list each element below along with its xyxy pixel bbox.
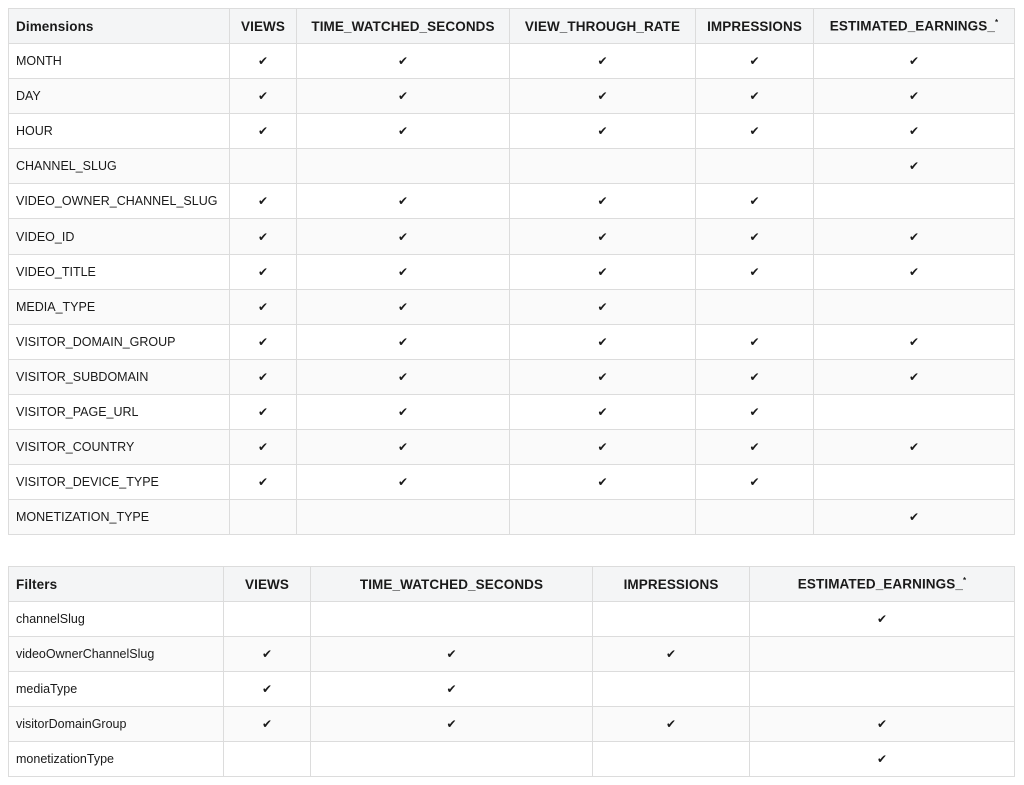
table-row	[9, 184, 1015, 219]
filters-body	[9, 602, 1015, 777]
filters-header-estimated-earnings	[750, 567, 1015, 602]
table-cell	[750, 672, 1015, 707]
table-cell	[510, 219, 696, 254]
table-row	[9, 219, 1015, 254]
checkmark-icon: ✔	[749, 229, 760, 244]
table-cell	[230, 219, 297, 254]
table-cell	[814, 394, 1015, 429]
table-cell	[814, 44, 1015, 79]
filters-header-views	[224, 567, 311, 602]
table-cell	[696, 324, 814, 359]
dimensions-row-label: VIDEO_ID	[9, 219, 230, 254]
dimensions-row-label: VISITOR_COUNTRY	[9, 430, 230, 465]
table-cell	[230, 324, 297, 359]
table-cell	[297, 324, 510, 359]
table-cell	[814, 289, 1015, 324]
table-cell	[297, 500, 510, 535]
checkmark-icon: ✔	[397, 299, 409, 314]
table-cell	[510, 359, 696, 394]
table-cell	[230, 254, 297, 289]
table-cell	[311, 602, 593, 637]
table-cell	[510, 394, 696, 429]
checkmark-icon: ✔	[261, 682, 273, 697]
dimensions-row-label: MONETIZATION_TYPE	[9, 500, 230, 535]
table-cell	[510, 254, 696, 289]
table-cell	[593, 637, 750, 672]
dimensions-header-label: ESTIMATED_EARNINGS_	[829, 18, 995, 34]
checkmark-icon: ✔	[749, 334, 760, 349]
table-cell	[696, 289, 814, 324]
table-row	[9, 707, 1015, 742]
table-cell	[297, 289, 510, 324]
checkmark-icon: ✔	[908, 264, 920, 279]
table-cell	[510, 79, 696, 114]
checkmark-icon: ✔	[876, 752, 888, 767]
table-cell	[814, 149, 1015, 184]
filters-row-label: channelSlug	[9, 602, 224, 637]
checkmark-icon: ✔	[597, 89, 608, 104]
checkmark-icon: ✔	[397, 334, 409, 349]
filters-header-row	[9, 567, 1015, 602]
table-cell	[230, 184, 297, 219]
table-cell	[750, 637, 1015, 672]
table-row	[9, 114, 1015, 149]
table-row	[9, 289, 1015, 324]
checkmark-icon: ✔	[876, 717, 888, 732]
filters-header-label: ESTIMATED_EARNINGS_	[797, 576, 963, 592]
table-cell	[224, 742, 311, 777]
table-cell	[696, 500, 814, 535]
table-cell	[510, 289, 696, 324]
checkmark-icon: ✔	[257, 369, 269, 384]
table-cell	[510, 114, 696, 149]
table-cell	[814, 465, 1015, 500]
checkmark-icon: ✔	[749, 404, 760, 419]
checkmark-icon: ✔	[257, 124, 269, 139]
dimensions-header-label: IMPRESSIONS	[707, 18, 802, 34]
checkmark-icon: ✔	[908, 159, 920, 174]
dimensions-row-label: HOUR	[9, 114, 230, 149]
table-cell	[297, 394, 510, 429]
table-cell	[224, 602, 311, 637]
filters-row-label: visitorDomainGroup	[9, 707, 224, 742]
checkmark-icon: ✔	[908, 89, 920, 104]
table-row	[9, 602, 1015, 637]
checkmark-icon: ✔	[261, 647, 273, 662]
dimensions-header-dimensions	[9, 9, 230, 44]
checkmark-icon: ✔	[257, 229, 269, 244]
checkmark-icon: ✔	[597, 404, 608, 419]
checkmark-icon: ✔	[446, 682, 457, 697]
dimensions-body	[9, 44, 1015, 535]
filters-table	[8, 566, 1015, 777]
checkmark-icon: ✔	[665, 717, 677, 732]
checkmark-icon: ✔	[397, 440, 409, 455]
table-cell	[814, 430, 1015, 465]
checkmark-icon: ✔	[597, 194, 608, 209]
dimensions-header-views	[230, 9, 297, 44]
checkmark-icon: ✔	[749, 194, 760, 209]
table-row	[9, 430, 1015, 465]
table-cell	[297, 465, 510, 500]
filters-header-time-watched-seconds	[311, 567, 593, 602]
table-cell	[297, 430, 510, 465]
table-row	[9, 44, 1015, 79]
table-row	[9, 324, 1015, 359]
dimensions-header-impressions	[696, 9, 814, 44]
dimensions-row-label: VISITOR_SUBDOMAIN	[9, 359, 230, 394]
checkmark-icon: ✔	[397, 369, 409, 384]
dimensions-row-label: MONTH	[9, 44, 230, 79]
checkmark-icon: ✔	[749, 440, 760, 455]
table-cell	[750, 742, 1015, 777]
table-cell	[510, 430, 696, 465]
table-row	[9, 254, 1015, 289]
checkmark-icon: ✔	[597, 124, 608, 139]
checkmark-icon: ✔	[908, 440, 920, 455]
table-cell	[593, 707, 750, 742]
table-cell	[696, 359, 814, 394]
table-cell	[230, 430, 297, 465]
table-row	[9, 149, 1015, 184]
filters-header-filters	[9, 567, 224, 602]
table-cell	[814, 219, 1015, 254]
checkmark-icon: ✔	[908, 369, 920, 384]
filters-header-label: TIME_WATCHED_SECONDS	[359, 576, 544, 592]
table-cell	[696, 44, 814, 79]
checkmark-icon: ✔	[397, 404, 409, 419]
checkmark-icon: ✔	[257, 299, 269, 314]
checkmark-icon: ✔	[397, 54, 409, 69]
table-cell	[230, 465, 297, 500]
table-cell	[814, 114, 1015, 149]
dimensions-row-label: VISITOR_PAGE_URL	[9, 394, 230, 429]
table-cell	[230, 500, 297, 535]
checkmark-icon: ✔	[257, 440, 269, 455]
checkmark-icon: ✔	[257, 89, 269, 104]
filters-row-label: videoOwnerChannelSlug	[9, 637, 224, 672]
dimensions-header-label: VIEWS	[240, 18, 285, 34]
checkmark-icon: ✔	[397, 475, 409, 490]
table-cell	[510, 465, 696, 500]
filters-row-label: monetizationType	[9, 742, 224, 777]
checkmark-icon: ✔	[397, 264, 409, 279]
checkmark-icon: ✔	[749, 369, 760, 384]
table-cell	[297, 219, 510, 254]
table-cell	[224, 637, 311, 672]
checkmark-icon: ✔	[749, 475, 760, 490]
table-cell	[230, 289, 297, 324]
checkmark-icon: ✔	[749, 264, 760, 279]
table-cell	[230, 44, 297, 79]
table-cell	[696, 394, 814, 429]
checkmark-icon: ✔	[397, 229, 409, 244]
dimensions-row-label: VISITOR_DOMAIN_GROUP	[9, 324, 230, 359]
dimensions-row-label: VISITOR_DEVICE_TYPE	[9, 465, 230, 500]
dimensions-row-label: CHANNEL_SLUG	[9, 149, 230, 184]
dimensions-row-label: VIDEO_OWNER_CHANNEL_SLUG	[9, 184, 230, 219]
filters-row-label: mediaType	[9, 672, 224, 707]
table-cell	[230, 394, 297, 429]
table-row	[9, 79, 1015, 114]
checkmark-icon: ✔	[597, 440, 608, 455]
table-cell	[297, 184, 510, 219]
checkmark-icon: ✔	[908, 510, 920, 525]
dimensions-header-row	[9, 9, 1015, 44]
table-cell	[224, 707, 311, 742]
table-cell	[297, 79, 510, 114]
table-cell	[230, 359, 297, 394]
checkmark-icon: ✔	[257, 194, 269, 209]
table-cell	[311, 672, 593, 707]
table-cell	[297, 44, 510, 79]
table-cell	[297, 149, 510, 184]
table-cell	[750, 707, 1015, 742]
dimensions-row-label: VIDEO_TITLE	[9, 254, 230, 289]
table-cell	[510, 184, 696, 219]
dimensions-header-label: VIEW_THROUGH_RATE	[524, 18, 681, 34]
table-cell	[696, 465, 814, 500]
checkmark-icon: ✔	[257, 404, 269, 419]
dimensions-row-label: DAY	[9, 79, 230, 114]
table-cell	[696, 79, 814, 114]
table-cell	[696, 184, 814, 219]
checkmark-icon: ✔	[665, 647, 677, 662]
filters-header-label: Filters	[16, 576, 58, 592]
filters-header-impressions	[593, 567, 750, 602]
table-cell	[297, 359, 510, 394]
table-cell	[230, 149, 297, 184]
table-cell	[311, 742, 593, 777]
checkmark-icon: ✔	[749, 54, 760, 69]
dimensions-header-estimated-earnings	[814, 9, 1015, 44]
checkmark-icon: ✔	[397, 194, 409, 209]
table-cell	[696, 430, 814, 465]
checkmark-icon: ✔	[749, 124, 760, 139]
table-cell	[510, 324, 696, 359]
table-cell	[814, 184, 1015, 219]
table-row	[9, 742, 1015, 777]
checkmark-icon: ✔	[908, 334, 920, 349]
dimensions-row-label: MEDIA_TYPE	[9, 289, 230, 324]
checkmark-icon: ✔	[597, 475, 608, 490]
checkmark-icon: ✔	[257, 264, 269, 279]
table-cell	[224, 672, 311, 707]
checkmark-icon: ✔	[876, 612, 888, 627]
table-row	[9, 672, 1015, 707]
dimensions-header-label: Dimensions	[16, 18, 94, 34]
table-row	[9, 359, 1015, 394]
table-cell	[814, 254, 1015, 289]
table-row	[9, 637, 1015, 672]
filters-header-label: VIEWS	[244, 576, 289, 592]
table-cell	[510, 44, 696, 79]
dimensions-header-time-watched-seconds	[297, 9, 510, 44]
checkmark-icon: ✔	[446, 647, 457, 662]
table-cell	[696, 114, 814, 149]
checkmark-icon: ✔	[597, 229, 608, 244]
checkmark-icon: ✔	[597, 299, 608, 314]
table-row	[9, 500, 1015, 535]
table-cell	[814, 359, 1015, 394]
table-cell	[230, 114, 297, 149]
table-cell	[593, 742, 750, 777]
dimensions-table	[8, 8, 1015, 535]
footnote-marker: *	[994, 18, 999, 28]
checkmark-icon: ✔	[597, 369, 608, 384]
table-cell	[696, 149, 814, 184]
table-cell	[593, 672, 750, 707]
checkmark-icon: ✔	[908, 229, 920, 244]
checkmark-icon: ✔	[597, 54, 608, 69]
table-row	[9, 394, 1015, 429]
table-cell	[593, 602, 750, 637]
table-cell	[297, 254, 510, 289]
checkmark-icon: ✔	[597, 264, 608, 279]
filters-header-label: IMPRESSIONS	[623, 576, 719, 592]
table-cell	[696, 254, 814, 289]
checkmark-icon: ✔	[397, 89, 409, 104]
checkmark-icon: ✔	[257, 334, 269, 349]
checkmark-icon: ✔	[261, 717, 273, 732]
table-cell	[311, 707, 593, 742]
checkmark-icon: ✔	[257, 54, 269, 69]
checkmark-icon: ✔	[749, 89, 760, 104]
dimensions-header-view-through-rate	[510, 9, 696, 44]
checkmark-icon: ✔	[597, 334, 608, 349]
table-cell	[814, 324, 1015, 359]
table-row	[9, 465, 1015, 500]
table-cell	[510, 149, 696, 184]
table-cell	[814, 500, 1015, 535]
table-cell	[814, 79, 1015, 114]
checkmark-icon: ✔	[908, 54, 920, 69]
table-cell	[750, 602, 1015, 637]
table-cell	[510, 500, 696, 535]
table-cell	[230, 79, 297, 114]
checkmark-icon: ✔	[397, 124, 409, 139]
checkmark-icon: ✔	[446, 717, 457, 732]
footnote-marker: *	[962, 576, 967, 586]
dimensions-header-label: TIME_WATCHED_SECONDS	[311, 18, 495, 34]
table-cell	[696, 219, 814, 254]
table-cell	[297, 114, 510, 149]
checkmark-icon: ✔	[908, 124, 920, 139]
table-cell	[311, 637, 593, 672]
checkmark-icon: ✔	[257, 475, 269, 490]
